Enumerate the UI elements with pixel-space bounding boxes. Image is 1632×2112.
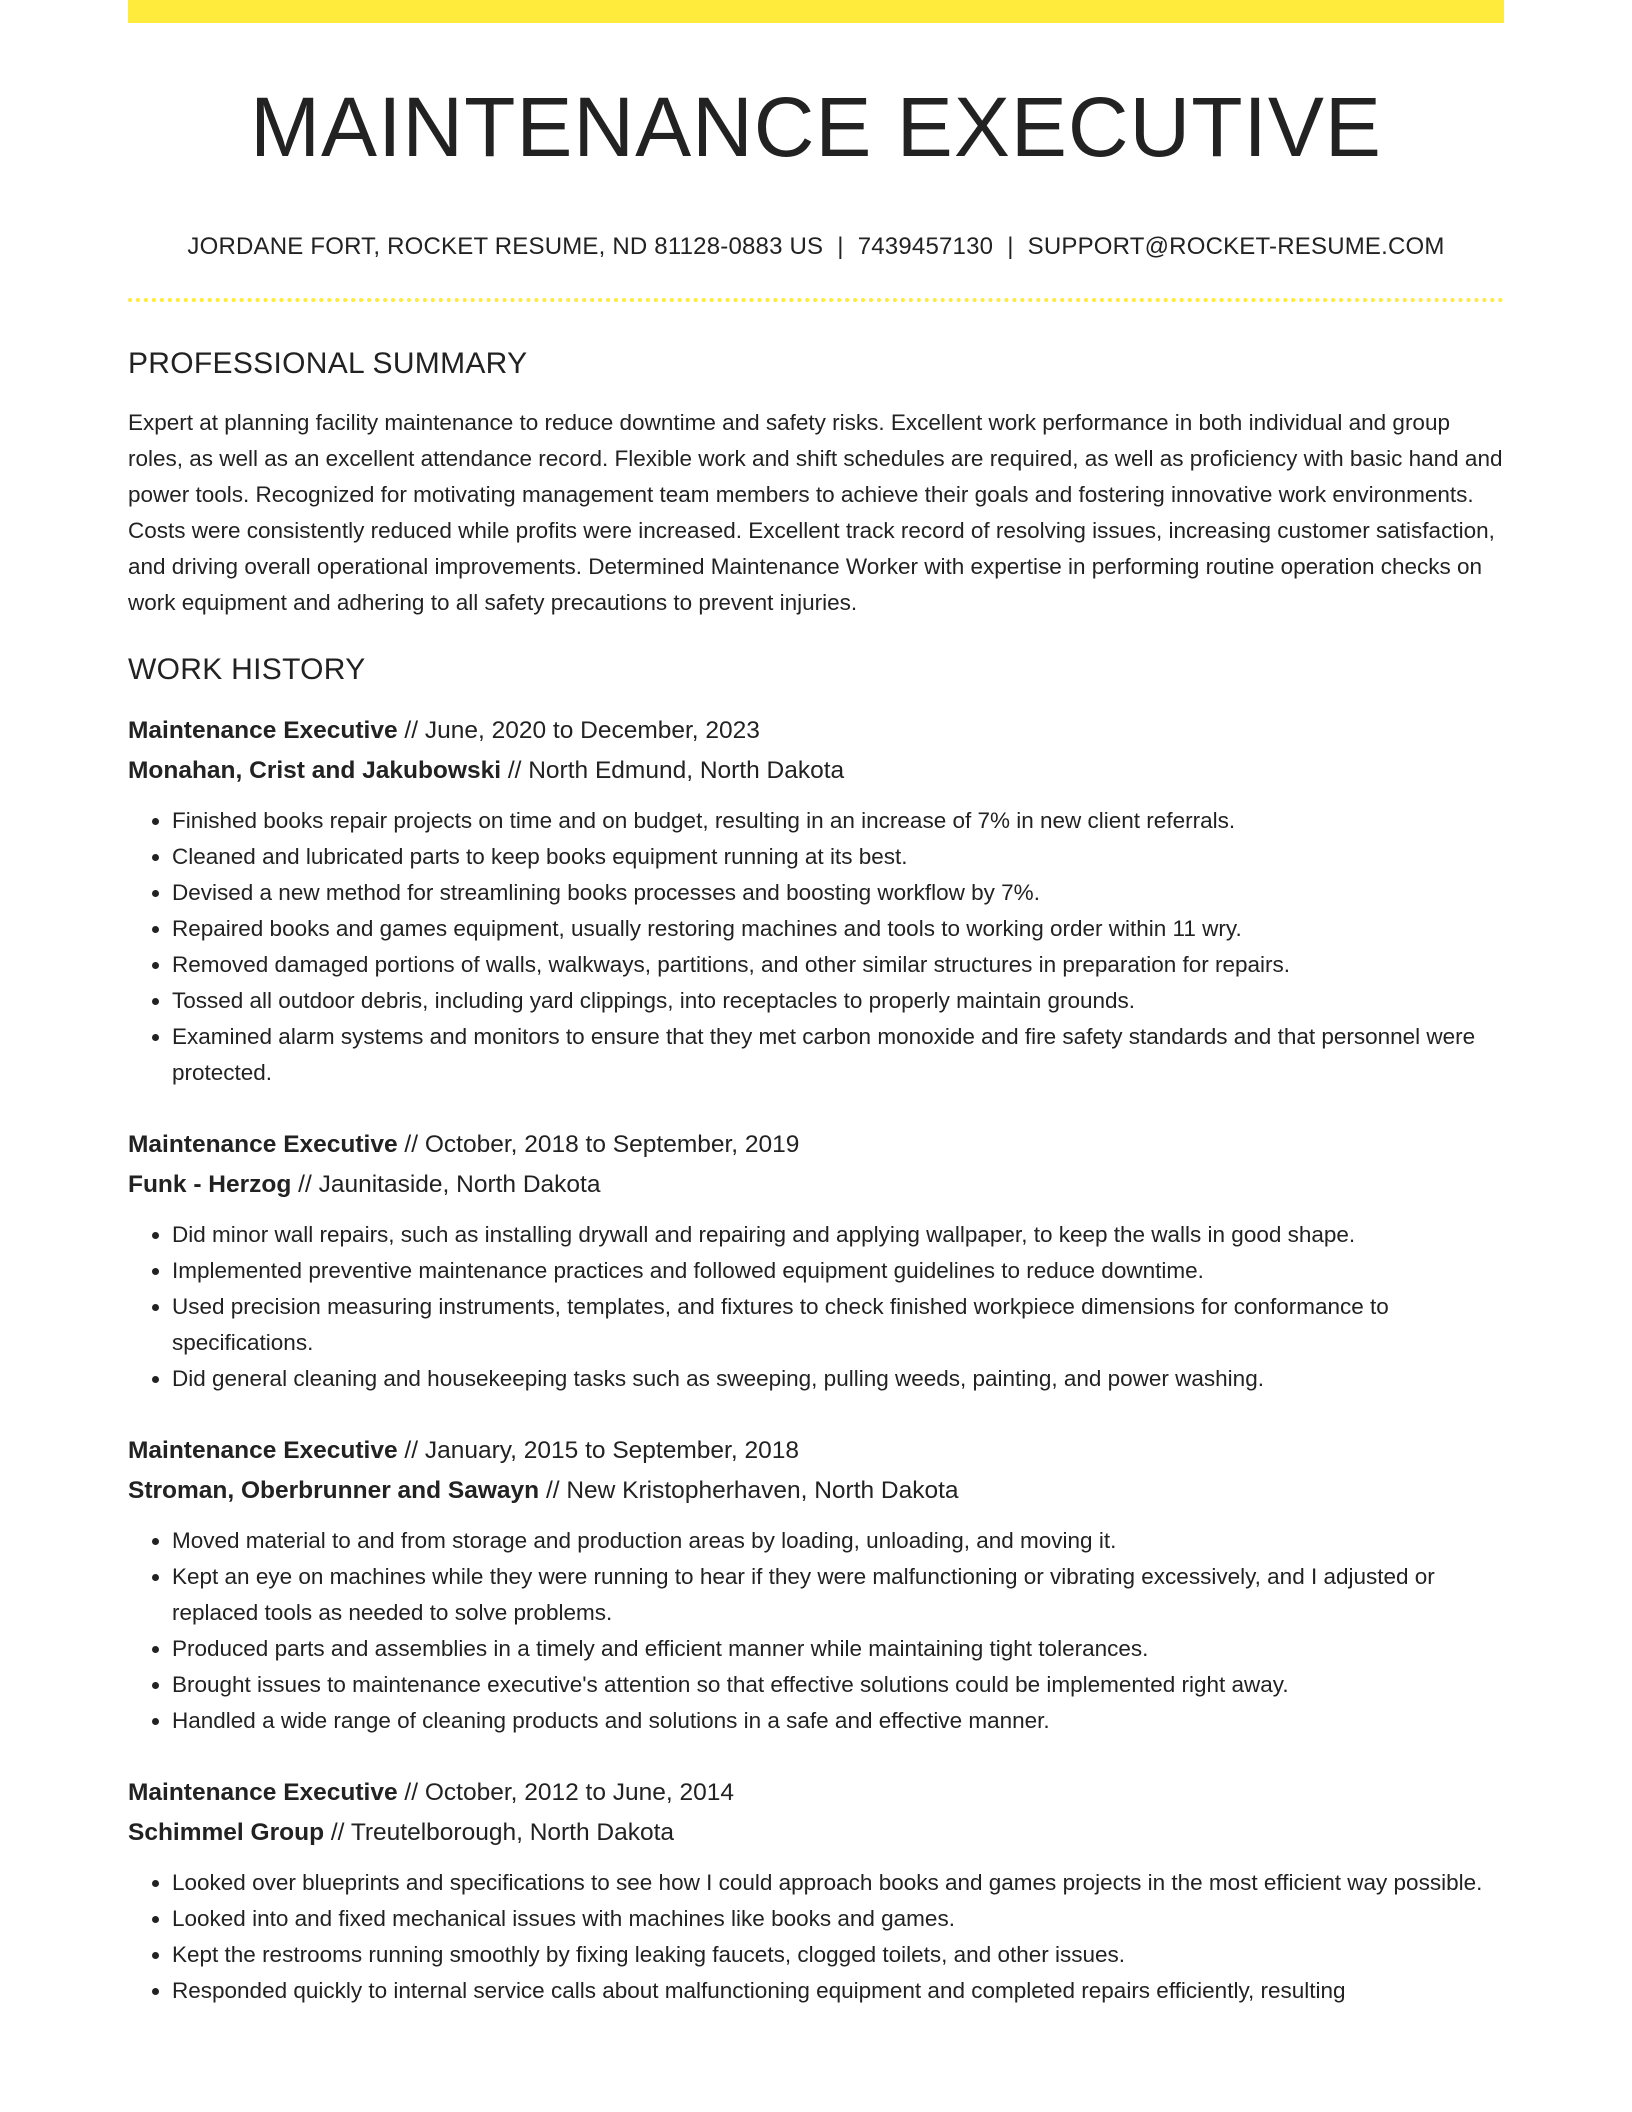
resume-page	[128, 0, 1504, 2112]
section-title-summary: PROFESSIONAL SUMMARY	[128, 347, 528, 380]
contact-line	[128, 233, 1504, 261]
bullet-item: • Brought issues to maintenance executive's attention so that effective solutions could be implemented right away.	[172, 1667, 1504, 1703]
bullet-item: • Handled a wide range of cleaning products and solutions in a safe and effective manner.	[172, 1703, 1504, 1739]
job-company: Monahan, Crist and Jakubowski	[128, 757, 502, 784]
bullet-item: • Examined alarm systems and monitors to ensure that they met carbon monoxide and fire safety standards and that personnel were protected.	[172, 1019, 1504, 1091]
bullet-item: • Cleaned and lubricated parts to keep books equipment running at its best.	[172, 839, 1504, 875]
job-location: // New Kristopherhaven, North Dakota	[539, 1477, 959, 1504]
job-dates: // October, 2012 to June, 2014	[397, 1779, 735, 1806]
bullet-item: • Looked over blueprints and specifications to see how I could approach books and games projects in the most efficient way possible.	[172, 1865, 1504, 1901]
bullet-item: • Produced parts and assemblies in a timely and efficient manner while maintaining tight tolerances.	[172, 1631, 1504, 1667]
job-title-line	[128, 711, 1504, 751]
bullet-item: • Moved material to and from storage and production areas by loading, unloading, and moving it.	[172, 1523, 1504, 1559]
job-title: Maintenance Executive	[128, 1131, 398, 1158]
job-title: Maintenance Executive	[128, 717, 398, 744]
bullet-item: • Kept an eye on machines while they were running to hear if they were malfunctioning or vibrating excessively, and I adjusted or replaced tools as needed to solve problems.	[172, 1559, 1504, 1631]
job-bullets	[128, 1865, 1504, 2009]
job-company-line	[128, 751, 1504, 791]
job-location: // North Edmund, North Dakota	[501, 757, 845, 784]
bullet-item: • Repaired books and games equipment, usually restoring machines and tools to working order within 11 wry.	[172, 911, 1504, 947]
job-bullets	[128, 1217, 1504, 1397]
bullet-item: • Responded quickly to internal service calls about malfunctioning equipment and completed repairs efficiently, resulting	[172, 1973, 1504, 2009]
job-title-line	[128, 1125, 1504, 1165]
dotted-divider	[128, 298, 1504, 302]
contact-address: JORDANE FORT, ROCKET RESUME, ND 81128-0883 US	[187, 233, 824, 260]
job-company-line	[128, 1471, 1504, 1511]
job-title: Maintenance Executive	[128, 1779, 398, 1806]
job-company-line	[128, 1813, 1504, 1853]
bullet-item: • Devised a new method for streamlining books processes and boosting workflow by 7%.	[172, 875, 1504, 911]
bullet-item: • Used precision measuring instruments, templates, and fixtures to check finished workpiece dimensions for conformance to specifications.	[172, 1289, 1504, 1361]
job-company-line	[128, 1165, 1504, 1205]
job-entry	[128, 711, 1504, 1091]
section-title-work-history: WORK HISTORY	[128, 653, 366, 686]
job-entry	[128, 1125, 1504, 1397]
job-location: // Jaunitaside, North Dakota	[291, 1171, 601, 1198]
bullet-item: • Removed damaged portions of walls, walkways, partitions, and other similar structures in preparation for repairs.	[172, 947, 1504, 983]
job-bullets	[128, 1523, 1504, 1739]
job-entry	[128, 1431, 1504, 1739]
job-title-line	[128, 1773, 1504, 1813]
contact-separator: |	[1007, 233, 1014, 260]
bullet-item: • Looked into and fixed mechanical issues with machines like books and games.	[172, 1901, 1504, 1937]
bullet-item: • Kept the restrooms running smoothly by fixing leaking faucets, clogged toilets, and other issues.	[172, 1937, 1504, 1973]
job-dates: // October, 2018 to September, 2019	[397, 1131, 800, 1158]
job-entry	[128, 1773, 1504, 2009]
summary-text: Expert at planning facility maintenance to reduce downtime and safety risks. Excellent work performance in both individual and group roles, as well as an excellent attendance record. Flexible work and shift schedules are required, as well as proficiency with basic hand and power tools. Recognized for motivating management team members to achieve their goals and fostering innovative work environments. Costs were consistently reduced while profits were increased. Excellent track record of resolving issues, increasing customer satisfaction, and driving overall operational improvements. Determined Maintenance Worker with expertise in performing routine operation checks on work equipment and adhering to all safety precautions to prevent injuries.	[128, 410, 1503, 615]
bullet-item: • Did general cleaning and housekeeping tasks such as sweeping, pulling weeds, painting, and power washing.	[172, 1361, 1504, 1397]
contact-phone: 7439457130	[857, 233, 994, 260]
accent-top-bar	[128, 0, 1504, 23]
job-dates: // January, 2015 to September, 2018	[397, 1437, 799, 1464]
job-location: // Treutelborough, North Dakota	[324, 1819, 675, 1846]
job-company: Funk - Herzog	[128, 1171, 292, 1198]
bullet-item: • Implemented preventive maintenance practices and followed equipment guidelines to reduce downtime.	[172, 1253, 1504, 1289]
job-title-line	[128, 1431, 1504, 1471]
job-title: Maintenance Executive	[128, 1437, 398, 1464]
bullet-item: • Finished books repair projects on time and on budget, resulting in an increase of 7% in new client referrals.	[172, 803, 1504, 839]
contact-email: SUPPORT@ROCKET-RESUME.COM	[1027, 233, 1445, 260]
job-company: Schimmel Group	[128, 1819, 325, 1846]
job-dates: // June, 2020 to December, 2023	[397, 717, 760, 744]
contact-separator: |	[837, 233, 844, 260]
bullet-item: • Did minor wall repairs, such as installing drywall and repairing and applying wallpaper, to keep the walls in good shape.	[172, 1217, 1504, 1253]
bullet-item: • Tossed all outdoor debris, including yard clippings, into receptacles to properly maintain grounds.	[172, 983, 1504, 1019]
job-company: Stroman, Oberbrunner and Sawayn	[128, 1477, 540, 1504]
job-bullets	[128, 803, 1504, 1091]
resume-name: MAINTENANCE EXECUTIVE	[250, 80, 1382, 174]
